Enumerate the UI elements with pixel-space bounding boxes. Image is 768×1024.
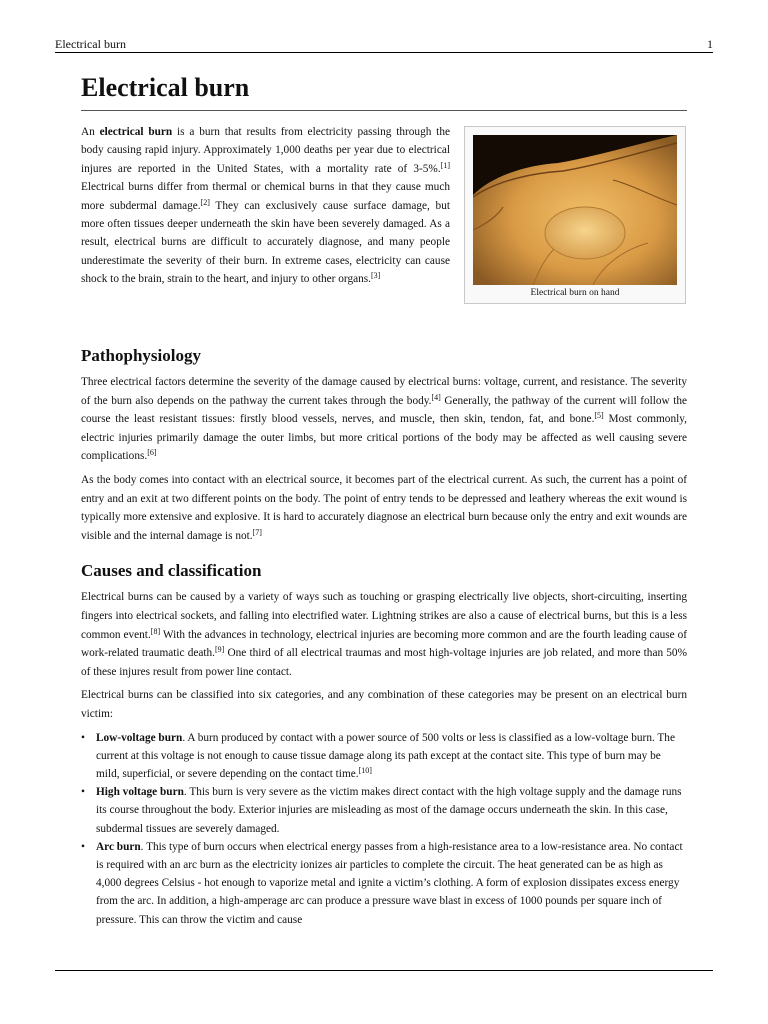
item-term: Low-voltage burn — [96, 731, 183, 744]
causes-paragraph-2: Electrical burns can be classified into six categories, and any combination of these categories may be present on an electrical burn victim: — [81, 689, 687, 720]
burned-hand-photo — [473, 135, 677, 285]
citation-link[interactable]: [5] — [594, 411, 604, 421]
citation-link[interactable]: [7] — [252, 527, 262, 537]
paragraph-text: Generally, the pathway of the current will follow the course the least resistant tissues: firstly blood vessels, nerves, and muscle, then skin, tendon, fat, and bone. — [81, 394, 687, 426]
item-term: Arc burn — [96, 840, 141, 853]
page-number: 1 — [707, 37, 713, 51]
citation-link[interactable]: [8] — [150, 626, 161, 636]
causes-paragraph-1 — [81, 588, 687, 681]
intro-text: An — [81, 126, 100, 138]
figure-caption: Electrical burn on hand — [530, 288, 620, 298]
figure-box — [464, 126, 686, 304]
bullet: • — [81, 840, 85, 853]
running-title: Electrical burn — [55, 37, 126, 51]
citation-link[interactable]: [1] — [440, 160, 450, 170]
citation-link[interactable]: [10] — [358, 765, 372, 775]
item-text: . This type of burn occurs when electrical energy passes from a high-resistance area to a low-resistance area. No contact is required with an arc burn as the electricity ionizes air particles to complete the circuit. The heat generated can be as high as 4,000 degrees Celsius - hot enough to vaporize metal and ignite a victim’s clothing. A form of explosion dissipates excess energy from the arc. In addition, a high-amperage arc can produce a pressure wave blast in excess of 1000 pounds per square inch of pressure. This can throw the victim and cause — [96, 840, 683, 926]
burn-category-list — [81, 729, 687, 929]
page-title: Electrical burn — [81, 73, 250, 102]
citation-link[interactable]: [2] — [200, 197, 210, 207]
bullet: • — [81, 731, 85, 744]
section-heading-pathophysiology: Pathophysiology — [81, 346, 201, 365]
intro-text: They can exclusively cause surface damage, but more often tissues deeper underneath the skin have been severely damaged. As a result, electrical burns are difficult to accurately diagnose, and many people underestimate the severity of their burn. In extreme cases, electricity can cause shock to the brain, strain to the heart, and injury to other organs. — [81, 199, 450, 286]
intro-text: Electrical burns differ from thermal or chemical burns in that they cause much more subdermal damage. — [81, 181, 450, 212]
paragraph-text: With the advances in technology, electrical injuries are becoming more common and are the fourth leading cause of work-related traumatic death. — [81, 628, 687, 660]
title-rule — [81, 110, 687, 111]
citation-link[interactable]: [3] — [371, 271, 381, 281]
bullet: • — [81, 786, 85, 799]
paragraph-text: Electrical burns can be caused by a variety of ways such as touching or grasping electrically live objects, short-circuiting, inserting fingers into electrical sockets, and falling into electrified water. Lightning strikes are also a cause of electrical burns, but this is a less common event. — [81, 591, 687, 641]
pathophysiology-paragraph-1 — [81, 373, 687, 466]
header-rule — [55, 52, 713, 53]
paragraph-text: Most commonly, electric injuries primarily damage the outer limbs, but more critical portions of the body may be affected as well causing severe complications. — [81, 413, 687, 463]
list-item — [81, 783, 687, 838]
citation-link[interactable]: [6] — [147, 448, 157, 458]
paragraph-text: One third of all electrical traumas and most high-voltage injuries are job related, and more than 50% of these injures result from power line contact. — [81, 647, 687, 678]
paragraph-text: Three electrical factors determine the severity of the damage caused by electrical burns: voltage, current, and resistance. The severity of the burn also depends on the pathway the current takes through the body. — [81, 376, 687, 407]
paragraph-text: As the body comes into contact with an electrical source, it becomes part of the electrical current. As such, the current has a point of entry and an exit at two different points on the body. The point of entry tends to be depressed and leathery whereas the exit wound is typically more extensive and explosive. It is hard to accurately diagnose an electrical burn because only the entry and exit wounds are visible and the internal damage is not. — [81, 473, 687, 542]
intro-term: electrical burn — [99, 126, 173, 138]
pathophysiology-paragraph-2 — [81, 471, 687, 545]
running-header — [55, 36, 713, 52]
footer-rule — [55, 970, 713, 971]
citation-link[interactable]: [9] — [215, 645, 225, 655]
item-text: . A burn produced by contact with a power source of 500 volts or less is classified as a low-voltage burn. The current at this voltage is not enough to cause tissue damage along its path except at the contact site. This type of burn may be mild, superficial, or severe depending on the contact time. — [96, 731, 675, 780]
item-text: . This burn is very severe as the victim makes direct contact with the high voltage supply and the damage runs its course throughout the body. Exterior injuries are misleading as most of the damage occurs underneath the skin. In this case, subdermal tissues are severely damaged. — [96, 786, 682, 835]
item-term: High voltage burn — [96, 786, 184, 799]
intro-text: is a burn that results from electricity passing through the body causing rapid injury. Approximately 1,000 deaths per year due to electrical injures are reported in the United States, with a mortality rate of 3-5%. — [81, 126, 450, 175]
citation-link[interactable]: [4] — [431, 392, 441, 402]
article-body — [81, 344, 687, 929]
intro-paragraph — [81, 123, 450, 289]
list-item — [81, 838, 687, 929]
list-item — [81, 729, 687, 784]
section-heading-causes: Causes and classification — [81, 561, 262, 581]
